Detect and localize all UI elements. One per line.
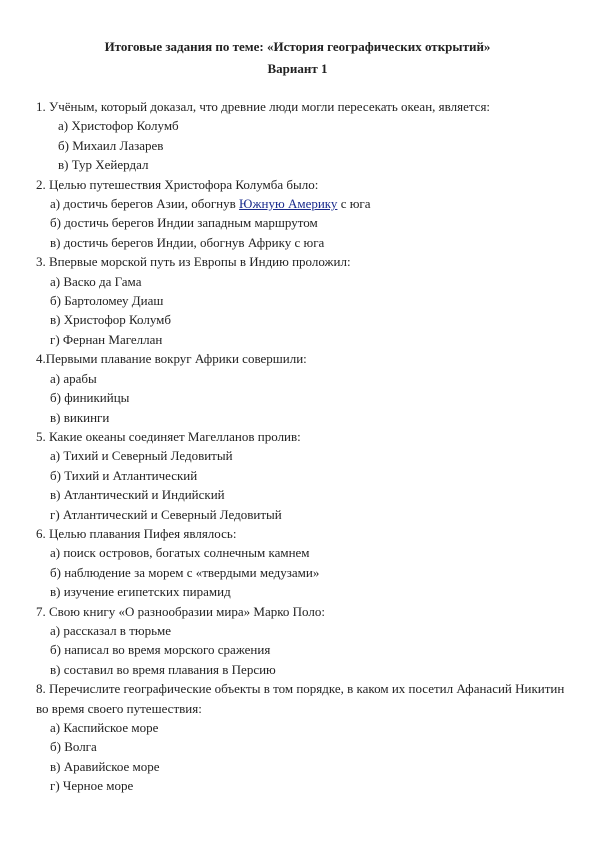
document-title: Итоговые задания по теме: «История географических открытий» [104, 39, 491, 54]
answer-option: б) Тихий и Атлантический [50, 467, 198, 483]
answer-option: г) Черное море [50, 778, 134, 794]
answer-option: а) Васко да Гама [50, 273, 142, 289]
answer-option: а) Каспийское море [50, 720, 159, 735]
answer-option: в) Аравийское море [50, 758, 160, 774]
answer-text: с юга [337, 196, 371, 212]
questions-list [36, 97, 566, 796]
answer-option [36, 194, 566, 213]
question-1: 1. Учёным, который доказал, что древние люди могли пересекать океан, является: [36, 99, 491, 114]
answer-option: в) Тур Хейердал [58, 157, 149, 173]
question-7: 7. Свою книгу «О разнообразии мира» Марко Поло: [36, 603, 325, 619]
answer-option: в) составил во время плавания в Персию [50, 661, 276, 677]
answer-option: б) Михаил Лазарев [58, 137, 164, 153]
question-3: 3. Впервые морской путь из Европы в Индию проложил: [36, 254, 351, 270]
answer-option: в) достичь берегов Индии, обогнув Африку с юга [50, 234, 325, 250]
answer-option: г) Фернан Магеллан [50, 331, 163, 347]
answer-option: б) финикийцы [50, 390, 130, 406]
question-2: 2. Целью путешествия Христофора Колумба было: [36, 176, 319, 192]
answer-option: в) викинги [50, 409, 110, 425]
question-5: 5. Какие океаны соединяет Магелланов пролив: [36, 428, 301, 444]
answer-option: а) арабы [50, 370, 97, 386]
answer-text: а) достичь берегов Азии, обогнув [50, 196, 240, 212]
answer-option: а) Тихий и Северный Ледовитый [50, 448, 233, 464]
question-4: 4.Первыми плавание вокруг Африки совершили: [36, 351, 307, 367]
answer-option: б) Волга [50, 739, 97, 755]
answer-option: б) написал во время морского сражения [50, 642, 271, 658]
question-8: 8. Перечислите географические объекты в том порядке, в каком их посетил Афанасий Никитин во время своего путешествия: [36, 681, 565, 716]
answer-option: б) наблюдение за морем с «твердыми медузами» [50, 564, 320, 580]
answer-option: б) Бартоломеу Диаш [50, 293, 164, 309]
answer-option: в) Христофор Колумб [50, 312, 172, 328]
title-block [0, 38, 595, 78]
answer-option: а) поиск островов, богатых солнечным камнем [50, 545, 310, 561]
answer-option: в) изучение египетских пирамид [50, 584, 231, 600]
answer-option: г) Атлантический и Северный Ледовитый [50, 506, 282, 522]
answer-option: а) рассказал в тюрьме [50, 622, 172, 638]
variant-label: Вариант 1 [267, 61, 328, 76]
question-6: 6. Целью плавания Пифея являлось: [36, 525, 237, 541]
answer-option: в) Атлантический и Индийский [50, 487, 225, 503]
answer-option: а) Христофор Колумб [58, 118, 179, 134]
answer-option: б) достичь берегов Индии западным маршрутом [50, 215, 318, 231]
south-america-link[interactable]: Южную Америку [239, 196, 338, 212]
